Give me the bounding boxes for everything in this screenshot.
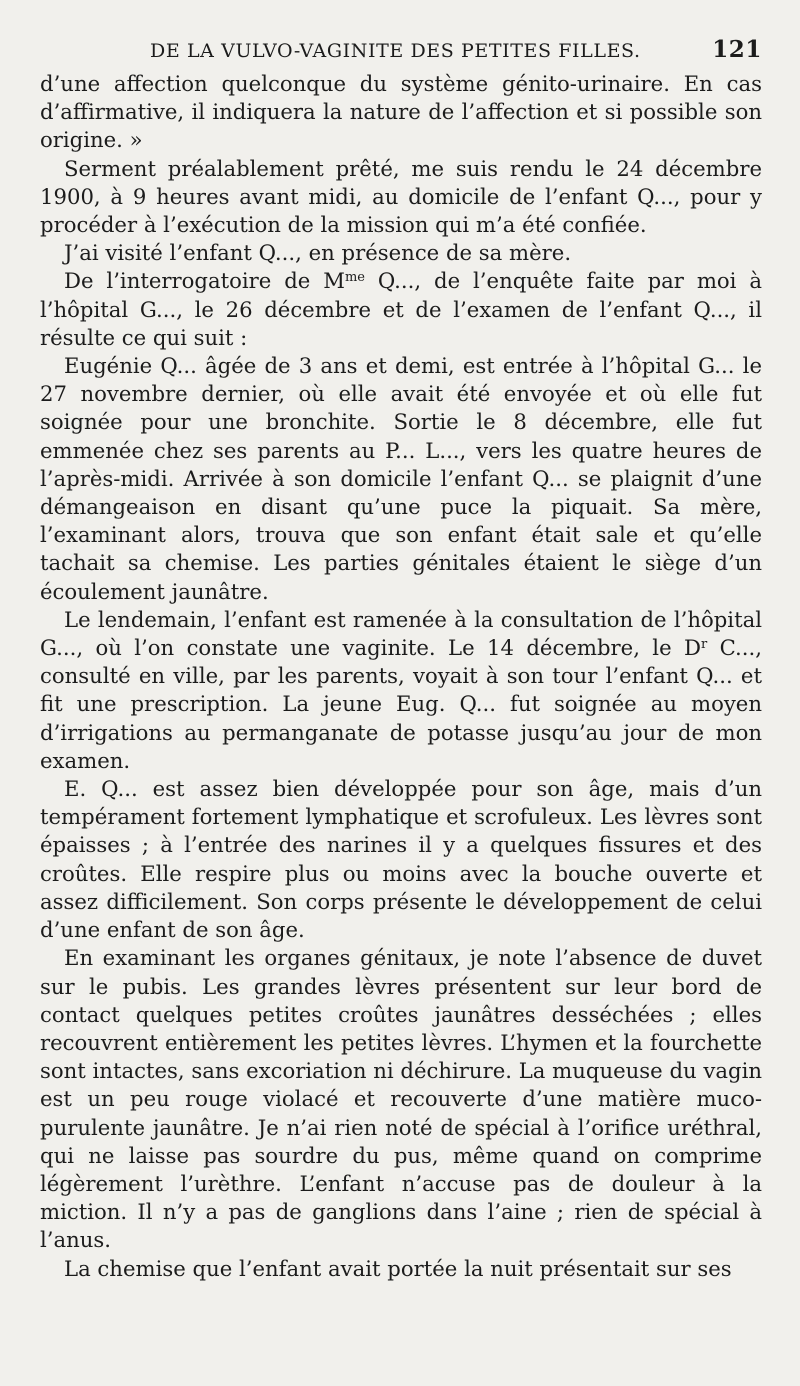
superscript: me [344, 270, 365, 286]
running-head [40, 36, 762, 70]
paragraph: d’une affection quelconque du système génito-urinaire. En cas d’affirmative, il indiquera la nature de l’affection et si possible son origine. » [40, 71, 762, 153]
paragraph: Eugénie Q... âgée de 3 ans et demi, est entrée à l’hôpital G... le 27 novembre dernier, où elle avait été envoyée et où elle fut soignée pour une bronchite. Sortie le 8 décembre, elle fut emmenée chez ses parents au P... L..., vers les quatre heures de l’après-midi. Arrivée à son domicile l’enfant Q... se plaignit d’une démangeaison en disant qu’une puce la piquait. Sa mère, l’examinant alors, trouva que son enfant était sale et qu’elle tachait sa chemise. Les parties génitales étaient le siège d’un écoulement jaunâtre. [40, 353, 762, 604]
page-number: 121 [712, 36, 762, 63]
paragraph: En examinant les organes génitaux, je note l’absence de duvet sur le pubis. Les grandes lèvres présentent sur leur bord de contact quelques petites croûtes jaunâtres desséchées ; elles recouvrent entièrement les petites lèvres. L’hymen et la fourchette sont intactes, sans excoriation ni déchirure. La muqueuse du vagin est un peu rouge violacé et recouverte d’une matière muco-purulente jaunâtre. Je n’ai rien noté de spécial à l’orifice uréthral, qui ne laisse pas sourdre du pus, même quand on comprime légèrement l’urèthre. L’enfant n’accuse pas de douleur à la miction. Il n’y a pas de ganglions dans l’aine ; rien de spécial à l’anus. [40, 945, 762, 1253]
body-text [40, 70, 762, 1283]
paragraph: De l’interrogatoire de $M^{me}$ Q..., de l’enquête faite par moi à l’hôpital G..., le 26 décembre et de l’examen de l’enfant Q..., il résulte ce qui suit : [40, 268, 762, 350]
running-title: DE LA VULVO-VAGINITE DES PETITES FILLES. [150, 40, 641, 62]
paragraph: La chemise que l’enfant avait portée la nuit présentait sur ses [64, 1255, 732, 1281]
paragraph: Serment préalablement prêté, me suis rendu le 24 décembre 1900, à 9 heures avant midi, au domicile de l’enfant Q..., pour y procéder à l’exécution de la mission qui m’a été confiée. [40, 155, 762, 238]
paragraph: Le lendemain, l’enfant est ramenée à la consultation de l’hôpital G..., où l’on constate une vaginite. Le 14 décembre, le $D^r$ C..., consulté en ville, par les parents, voyait à son tour l’enfant Q... et fit une prescription. La jeune Eug. Q... fut soignée au moyen d’irrigations au permanganate de potasse jusqu’au jour de mon examen. [40, 606, 762, 773]
superscript: r [701, 637, 708, 653]
paragraph: J’ai visité l’enfant Q..., en présence de sa mère. [64, 240, 572, 266]
paragraph: E. Q... est assez bien développée pour son âge, mais d’un tempérament fortement lymphatique et scrofuleux. Les lèvres sont épaisses ; à l’entrée des narines il y a quelques fissures et des croûtes. Elle respire plus ou moins avec la bouche ouverte et assez difficilement. Son corps présente le développement de celui d’une enfant de son âge. [40, 776, 762, 943]
